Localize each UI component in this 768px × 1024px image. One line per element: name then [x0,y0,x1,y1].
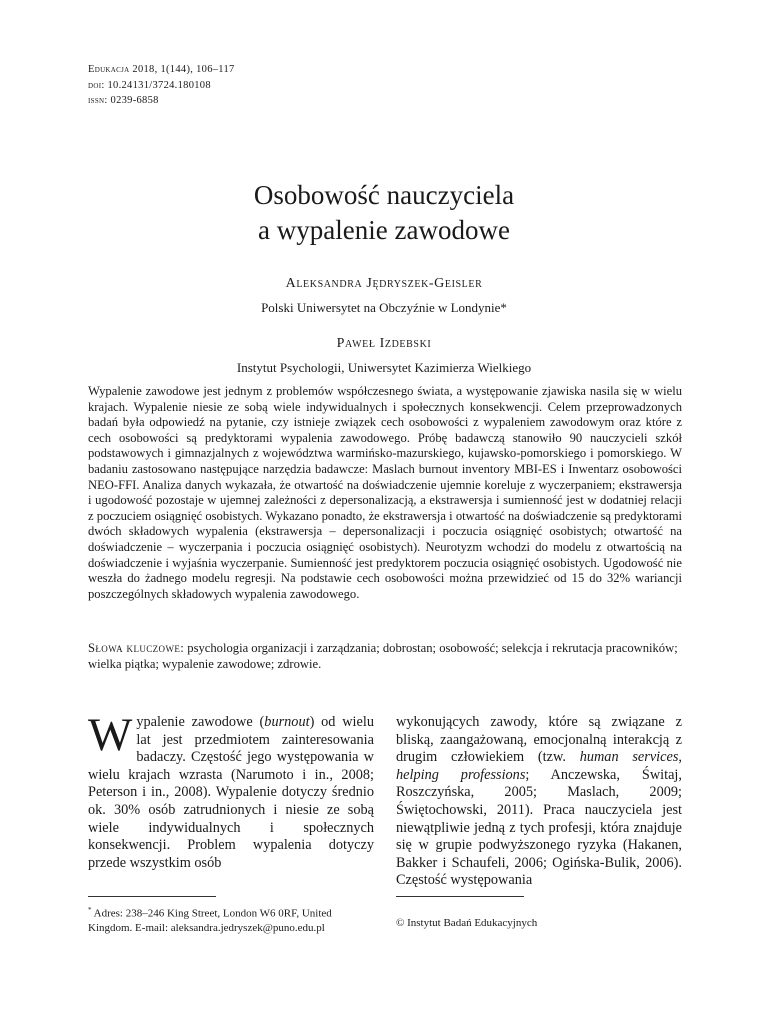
abstract: Wypalenie zawodowe jest jednym z problemów współczesnego świata, a występowanie zjawiska nasila się w wielu krajach. Wypalenie niesie ze sobą wiele indywidualnych i społecznych konsekwencji. Celem przeprowadzonych badań była odpowiedź na pytanie, czy istnieje związek cech osobowości z wypaleniem zawodowym oraz które z cech osobowości są predyktorami wypalenia zawodowego. Próbę badawczą stanowiło 90 nauczycieli szkół podstawowych i gimnazjalnych z województwa warmińsko-mazurskiego, kujawsko-pomorskiego i pomorskiego. W badaniu zastosowano następujące narzędzia badawcze: Maslach burnout inventory MBI-ES i Inwentarz osobowości NEO-FFI. Analiza danych wykazała, że otwartość na doświadczenie ujemnie koreluje z wyczerpaniem; ekstrawersja i ugodowość pozostaje w ujemnej zależności z depersonalizacją, a ekstrawersja i sumienność jest w dodatniej relacji z poczuciem osiągnięć osobistych. Wykazano ponadto, że ekstrawersja i otwartość na doświadczenie są predyktorami dwóch składowych wypalenia (ekstrawersja – depersonalizacji i poczucia osiągnięć osobistych; otwartość na doświadczenie – wyczerpania i poczucia osiągnięć osobistych). Neurotyzm wchodzi do modelu z otwartością na doświadczenie i wyjaśnia wyczerpanie. Sumienność jest predyktorem poczucia osiągnięć osobistych. Ugodowość nie weszła do żadnego modelu regresji. Na podstawie cech osobowości można przewidzieć od 15 do 32% wariancji poszczególnych składowych wypalenia zawodowego. [88,384,682,601]
body-column-left [88,709,374,872]
journal-citation: Edukacja 2018, 1(144), 106–117 [88,64,235,75]
author-1-name: Aleksandra Jędryszek-Geisler [285,276,483,291]
footnote-copyright: © Instytut Badań Edukacyjnych [396,917,538,929]
body-right-text-c: ; Anczewska, Świtaj, Roszczyńska, 2005; Maslach, 2009; Świętochowski, 2011). Praca nauczyciela jest niewątpliwie jedną z tych profesji, która znajduje się w grupie podwyższonego ryzyka (Hakanen, Bakker i Schaufeli, 2006; Ogińska-Bulik, 2006). Częstość występowania [396,766,682,889]
author-2-name: Paweł Izdebski [336,336,432,351]
drop-cap: W [88,709,133,761]
journal-header [88,62,235,109]
title-line-1: Osobowość nauczyciela [253,180,515,210]
body-right-italic-b: helping professions [396,766,526,783]
keywords [88,641,682,672]
body-left-text-b: ) od wielu lat jest przedmiotem zainteresowania badaczy. Częstość jego występowania w wielu krajach wzrasta (Narumoto i in., 2008; Peterson i in., 2008). Wypalenie dotyczy średnio ok. 30% osób zatrudnionych i niesie ze sobą wiele indywidualnych i społecznych konsekwencji. Problem wypalenia dotyczy przede wszystkim osób [88,714,374,871]
article-title [0,178,768,248]
body-right-text-b: , [678,749,682,766]
keywords-label: Słowa kluczowe: [88,641,185,655]
body-left-text-a: ypalenie zawodowe ( [136,714,265,730]
doi: doi: 10.24131/3724.180108 [88,79,211,91]
footnote-rule-right [396,896,524,897]
title-line-2: a wypalenie zawodowe [258,215,510,245]
footnote-rule-left [88,896,216,897]
body-right-text-a: wykonujących zawody, które są związane z bliską, zaangażowaną, emocjonalną interakcją z drugim człowiekiem (tzw. [396,714,682,766]
body-column-right [396,714,682,890]
footnote-address [88,903,374,935]
keywords-list: psychologia organizacji i zarządzania; dobrostan; osobowość; selekcja i rekrutacja pracowników; wielka piątka; wypalenie zawodowe; zdrowie. [88,641,678,671]
author-2-affiliation: Instytut Psychologii, Uniwersytet Kazimierza Wielkiego [236,360,532,375]
footnote-mark: * [88,906,92,914]
body-left-italic-a: burnout [264,714,310,730]
body-right-italic-a: human services [579,749,679,766]
issn: issn: 0239-6858 [88,95,159,106]
footnote-address-text: Adres: 238–246 King Street, London W6 0RF, United Kingdom. E-mail: aleksandra.jedryszek@puno.edu.pl [88,907,332,934]
author-1-affiliation: Polski Uniwersytet na Obczyźnie w Londynie* [261,300,507,315]
